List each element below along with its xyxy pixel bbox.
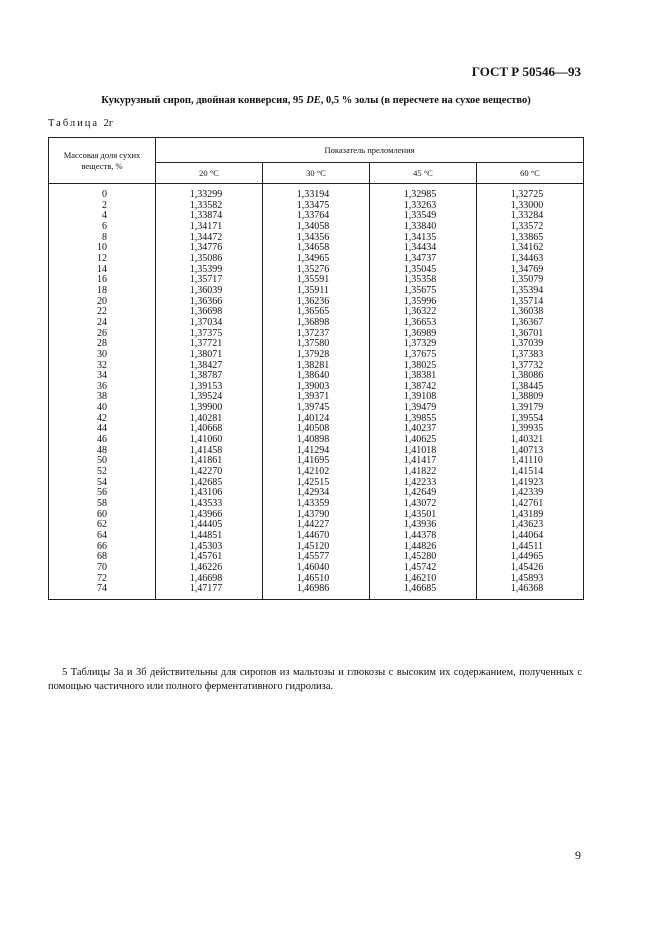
refractive-index-cell: 1,37580: [263, 339, 370, 350]
refractive-index-cell: 1,41458: [156, 446, 263, 457]
refractive-index-cell: 1,45577: [263, 552, 370, 563]
mass-fraction-cell: 18: [49, 286, 156, 297]
refractive-index-cell: 1,43936: [370, 520, 477, 531]
refractive-index-cell: 1,38381: [370, 371, 477, 382]
refractive-index-cell: 1,33549: [370, 211, 477, 222]
refractive-index-cell: 1,40898: [263, 435, 370, 446]
refractive-index-cell: 1,36039: [156, 286, 263, 297]
mass-fraction-cell: 62: [49, 520, 156, 531]
refractive-index-cell: 1,45426: [477, 563, 584, 574]
refractive-index-cell: 1,43966: [156, 510, 263, 521]
table-row: [49, 184, 584, 201]
mass-fraction-cell: 32: [49, 361, 156, 372]
refractive-index-cell: 1,42102: [263, 467, 370, 478]
caption-part-2: , 0,5 % золы (в пересчете на сухое вещество): [320, 95, 531, 106]
refractive-index-cell: 1,38025: [370, 361, 477, 372]
refractive-index-cell: 1,34135: [370, 233, 477, 244]
refractive-index-cell: 1,35911: [263, 286, 370, 297]
refractive-index-cell: 1,33840: [370, 222, 477, 233]
refractive-index-cell: 1,34965: [263, 254, 370, 265]
refractive-index-cell: 1,36653: [370, 318, 477, 329]
refractive-index-cell: 1,34171: [156, 222, 263, 233]
document-code: ГОСТ Р 50546—93: [471, 64, 581, 79]
mass-fraction-cell: 8: [49, 233, 156, 244]
refractive-index-cell: 1,39108: [370, 392, 477, 403]
mass-fraction-cell: 56: [49, 488, 156, 499]
refractive-index-cell: 1,33000: [477, 201, 584, 212]
refractive-index-cell: 1,41861: [156, 456, 263, 467]
mass-fraction-cell: 66: [49, 542, 156, 553]
mass-fraction-cell: 52: [49, 467, 156, 478]
mass-fraction-cell: 12: [49, 254, 156, 265]
refractive-index-cell: 1,40508: [263, 424, 370, 435]
refractive-index-cell: 1,34472: [156, 233, 263, 244]
mass-fraction-cell: 2: [49, 201, 156, 212]
refractive-index-cell: 1,38809: [477, 392, 584, 403]
refractive-index-cell: 1,44511: [477, 542, 584, 553]
refractive-index-cell: 1,34463: [477, 254, 584, 265]
refractive-index-cell: 1,39003: [263, 382, 370, 393]
refractive-index-cell: 1,44064: [477, 531, 584, 542]
refractive-index-cell: 1,39554: [477, 414, 584, 425]
refractive-index-cell: 1,43623: [477, 520, 584, 531]
table-row: [49, 318, 584, 329]
mass-fraction-cell: 24: [49, 318, 156, 329]
mass-fraction-cell: 46: [49, 435, 156, 446]
refractive-index-cell: 1,38640: [263, 371, 370, 382]
refractive-index-cell: 1,33194: [263, 184, 370, 201]
mass-fraction-cell: 22: [49, 307, 156, 318]
refractive-index-cell: 1,35276: [263, 265, 370, 276]
refractive-index-cell: 1,42934: [263, 488, 370, 499]
refractive-index-cell: 1,33572: [477, 222, 584, 233]
mass-fraction-cell: 20: [49, 297, 156, 308]
table-label-word: Таблица: [48, 118, 100, 129]
refractive-index-cell: 1,36322: [370, 307, 477, 318]
refractive-index-cell: 1,36367: [477, 318, 584, 329]
refractive-index-cell: 1,46685: [370, 584, 477, 599]
refractive-index-cell: 1,34434: [370, 243, 477, 254]
refractive-index-cell: 1,44378: [370, 531, 477, 542]
mass-fraction-cell: 4: [49, 211, 156, 222]
refractive-index-cell: 1,45280: [370, 552, 477, 563]
refractive-index-cell: 1,35358: [370, 275, 477, 286]
refractive-index-cell: 1,39179: [477, 403, 584, 414]
mass-fraction-cell: 50: [49, 456, 156, 467]
refractive-index-cell: 1,40713: [477, 446, 584, 457]
refractive-index-cell: 1,43533: [156, 499, 263, 510]
refractive-index-cell: 1,33874: [156, 211, 263, 222]
refractive-index-cell: 1,43790: [263, 510, 370, 521]
mass-fraction-cell: 64: [49, 531, 156, 542]
refractive-index-cell: 1,46368: [477, 584, 584, 599]
refractive-index-cell: 1,37375: [156, 329, 263, 340]
refractive-index-cell: 1,33299: [156, 184, 263, 201]
refractive-index-cell: 1,40625: [370, 435, 477, 446]
refractive-index-cell: 1,40124: [263, 414, 370, 425]
refractive-index-cell: 1,40668: [156, 424, 263, 435]
refractive-index-cell: 1,42270: [156, 467, 263, 478]
refractive-index-cell: 1,37721: [156, 339, 263, 350]
refractive-index-cell: 1,41695: [263, 456, 370, 467]
table-label-number: 2г: [103, 118, 114, 129]
refractive-index-cell: 1,46210: [370, 574, 477, 585]
refractive-index-cell: 1,46986: [263, 584, 370, 599]
mass-fraction-cell: 74: [49, 584, 156, 599]
refractive-index-cell: 1,39745: [263, 403, 370, 414]
caption-part-1: Кукурузный сироп, двойная конверсия, 95: [101, 95, 307, 106]
refractive-index-cell: 1,35399: [156, 265, 263, 276]
refractive-index-cell: 1,41060: [156, 435, 263, 446]
mass-fraction-cell: 38: [49, 392, 156, 403]
temp-header-45: 45 °С: [370, 163, 477, 184]
refractive-index-cell: 1,41923: [477, 478, 584, 489]
refractive-index-cell: 1,45761: [156, 552, 263, 563]
refractive-index-cell: 1,42685: [156, 478, 263, 489]
mass-fraction-cell: 0: [49, 184, 156, 201]
refractive-index-cell: 1,38086: [477, 371, 584, 382]
refractive-index-cell: 1,42761: [477, 499, 584, 510]
refractive-index-cell: 1,38742: [370, 382, 477, 393]
refractive-index-cell: 1,39900: [156, 403, 263, 414]
refractive-index-cell: 1,35079: [477, 275, 584, 286]
refractive-index-cell: 1,45893: [477, 574, 584, 585]
refractive-index-cell: 1,35394: [477, 286, 584, 297]
refractive-index-cell: 1,46510: [263, 574, 370, 585]
refractive-index-cell: 1,33263: [370, 201, 477, 212]
mass-fraction-cell: 10: [49, 243, 156, 254]
refractive-index-cell: 1,44851: [156, 531, 263, 542]
refractive-index-cell: 1,38281: [263, 361, 370, 372]
refractive-index-cell: 1,43106: [156, 488, 263, 499]
mass-fraction-cell: 36: [49, 382, 156, 393]
refractive-index-cell: 1,33764: [263, 211, 370, 222]
mass-fraction-cell: 26: [49, 329, 156, 340]
refractive-index-table: [48, 137, 584, 600]
refractive-index-cell: 1,42649: [370, 488, 477, 499]
refractive-index-cell: 1,44670: [263, 531, 370, 542]
refractive-index-cell: 1,39153: [156, 382, 263, 393]
refractive-index-cell: 1,43189: [477, 510, 584, 521]
mass-fraction-cell: 44: [49, 424, 156, 435]
table-row: [49, 286, 584, 297]
refractive-index-cell: 1,41018: [370, 446, 477, 457]
mass-fraction-cell: 16: [49, 275, 156, 286]
refractive-index-cell: 1,42233: [370, 478, 477, 489]
refractive-index-cell: 1,43072: [370, 499, 477, 510]
refractive-index-cell: 1,38427: [156, 361, 263, 372]
refractive-index-cell: 1,46040: [263, 563, 370, 574]
table-label: [48, 118, 113, 129]
refractive-index-cell: 1,42339: [477, 488, 584, 499]
refractive-index-cell: 1,36565: [263, 307, 370, 318]
refractive-index-cell: 1,47177: [156, 584, 263, 599]
caption-italic: DE: [306, 95, 321, 106]
mass-fraction-cell: 30: [49, 350, 156, 361]
mass-fraction-cell: 54: [49, 478, 156, 489]
table-row: [49, 350, 584, 361]
refractive-index-cell: 1,45742: [370, 563, 477, 574]
refractive-index-cell: 1,36701: [477, 329, 584, 340]
refractive-index-header: Показатель преломления: [156, 138, 584, 163]
refractive-index-cell: 1,35086: [156, 254, 263, 265]
refractive-index-cell: 1,35996: [370, 297, 477, 308]
mass-fraction-cell: 58: [49, 499, 156, 510]
refractive-index-cell: 1,38787: [156, 371, 263, 382]
refractive-index-cell: 1,42515: [263, 478, 370, 489]
mass-fraction-cell: 14: [49, 265, 156, 276]
refractive-index-cell: 1,36698: [156, 307, 263, 318]
refractive-index-cell: 1,37675: [370, 350, 477, 361]
refractive-index-cell: 1,37329: [370, 339, 477, 350]
mass-fraction-cell: 6: [49, 222, 156, 233]
refractive-index-cell: 1,37034: [156, 318, 263, 329]
refractive-index-cell: 1,41514: [477, 467, 584, 478]
mass-fraction-cell: 72: [49, 574, 156, 585]
refractive-index-cell: 1,34658: [263, 243, 370, 254]
table-body: [49, 184, 584, 600]
refractive-index-cell: 1,33475: [263, 201, 370, 212]
refractive-index-cell: 1,34737: [370, 254, 477, 265]
mass-fraction-cell: 70: [49, 563, 156, 574]
refractive-index-cell: 1,43359: [263, 499, 370, 510]
temp-header-30: 30 °С: [263, 163, 370, 184]
refractive-index-cell: 1,32725: [477, 184, 584, 201]
refractive-index-cell: 1,39479: [370, 403, 477, 414]
refractive-index-cell: 1,44227: [263, 520, 370, 531]
refractive-index-cell: 1,46226: [156, 563, 263, 574]
refractive-index-cell: 1,39371: [263, 392, 370, 403]
table-row: [49, 254, 584, 265]
refractive-index-cell: 1,35591: [263, 275, 370, 286]
temp-header-20: 20 °С: [156, 163, 263, 184]
mass-fraction-cell: 42: [49, 414, 156, 425]
refractive-index-cell: 1,44826: [370, 542, 477, 553]
refractive-index-cell: 1,33582: [156, 201, 263, 212]
refractive-index-cell: 1,43501: [370, 510, 477, 521]
refractive-index-cell: 1,33284: [477, 211, 584, 222]
refractive-index-cell: 1,33865: [477, 233, 584, 244]
refractive-index-cell: 1,46698: [156, 574, 263, 585]
refractive-index-cell: 1,36898: [263, 318, 370, 329]
table-row: [49, 584, 584, 599]
refractive-index-cell: 1,39935: [477, 424, 584, 435]
mass-fraction-cell: 60: [49, 510, 156, 521]
mass-fraction-cell: 34: [49, 371, 156, 382]
refractive-index-cell: 1,34356: [263, 233, 370, 244]
refractive-index-cell: 1,40237: [370, 424, 477, 435]
refractive-index-cell: 1,35717: [156, 275, 263, 286]
refractive-index-cell: 1,37237: [263, 329, 370, 340]
refractive-index-cell: 1,44405: [156, 520, 263, 531]
refractive-index-cell: 1,38071: [156, 350, 263, 361]
page-number: 9: [575, 848, 581, 862]
refractive-index-cell: 1,35045: [370, 265, 477, 276]
refractive-index-cell: 1,34769: [477, 265, 584, 276]
refractive-index-cell: 1,36366: [156, 297, 263, 308]
refractive-index-cell: 1,44965: [477, 552, 584, 563]
refractive-index-cell: 1,37383: [477, 350, 584, 361]
refractive-index-cell: 1,41822: [370, 467, 477, 478]
mass-fraction-header-line1: Массовая доля сухих: [63, 149, 141, 160]
mass-fraction-header-line2: веществ, %: [81, 160, 123, 171]
refractive-index-cell: 1,41417: [370, 456, 477, 467]
refractive-index-cell: 1,37928: [263, 350, 370, 361]
refractive-index-cell: 1,36236: [263, 297, 370, 308]
mass-fraction-cell: 68: [49, 552, 156, 563]
refractive-index-cell: 1,34162: [477, 243, 584, 254]
refractive-index-cell: 1,39855: [370, 414, 477, 425]
refractive-index-cell: 1,34058: [263, 222, 370, 233]
refractive-index-cell: 1,36989: [370, 329, 477, 340]
refractive-index-cell: 1,40281: [156, 414, 263, 425]
refractive-index-cell: 1,41294: [263, 446, 370, 457]
refractive-index-cell: 1,40321: [477, 435, 584, 446]
refractive-index-cell: 1,35675: [370, 286, 477, 297]
refractive-index-cell: 1,39524: [156, 392, 263, 403]
refractive-index-cell: 1,37732: [477, 361, 584, 372]
mass-fraction-cell: 48: [49, 446, 156, 457]
refractive-index-cell: 1,37039: [477, 339, 584, 350]
mass-fraction-cell: 28: [49, 339, 156, 350]
refractive-index-cell: 1,36038: [477, 307, 584, 318]
mass-fraction-header: [49, 138, 156, 184]
note-paragraph: 5 Таблицы 3а и 3б действительны для сиропов из мальтозы и глюкозы с высоким их содержанием, полученных с помощью частичного или полного ферментативного гидролиза.: [48, 667, 582, 692]
refractive-index-cell: 1,41110: [477, 456, 584, 467]
mass-fraction-cell: 40: [49, 403, 156, 414]
refractive-index-cell: 1,34776: [156, 243, 263, 254]
temp-header-60: 60 °С: [477, 163, 584, 184]
table-caption: [48, 95, 584, 106]
refractive-index-cell: 1,45303: [156, 542, 263, 553]
refractive-index-cell: 1,35714: [477, 297, 584, 308]
refractive-index-cell: 1,32985: [370, 184, 477, 201]
refractive-index-cell: 1,38445: [477, 382, 584, 393]
refractive-index-cell: 1,45120: [263, 542, 370, 553]
